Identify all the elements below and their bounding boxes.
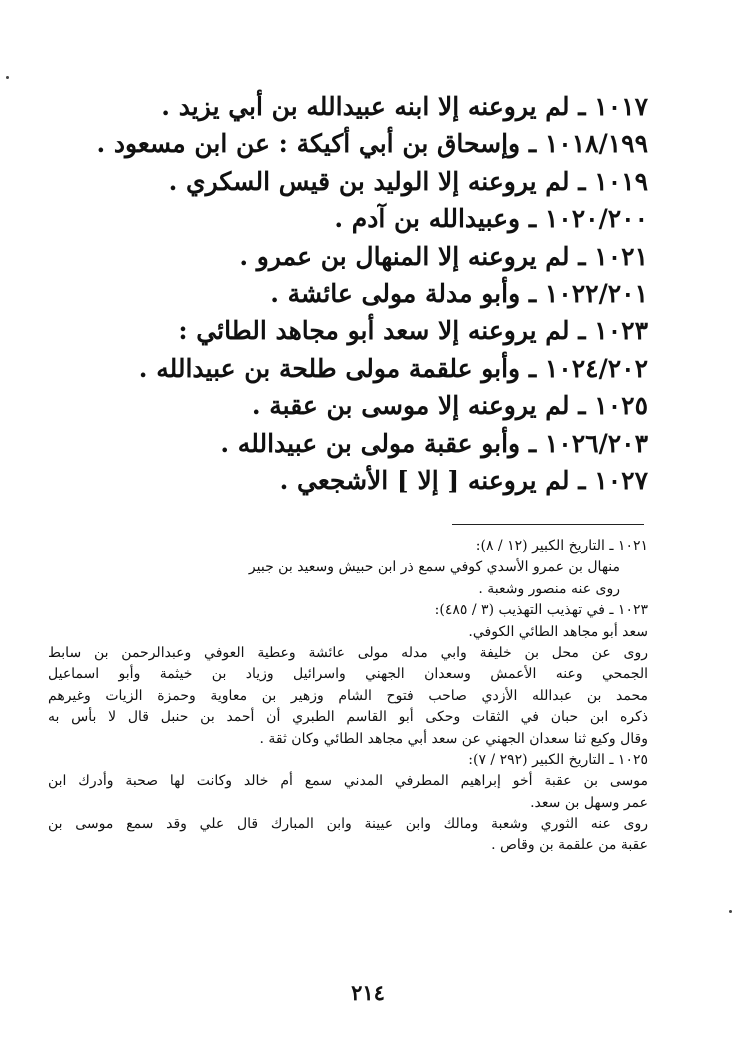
entry-line: ١٠٢٢/٢٠١ ـ وأبو مدلة مولى عائشة .: [270, 278, 648, 308]
footnote-separator: [452, 524, 644, 525]
footnote-heading: ١٠٢٥ ـ التاريخ الكبير (٢٩٢ / ٧):: [468, 751, 648, 768]
footnote-line: الجمحي وعنه الأعمش وسعدان الجهني واسرائيل وزياد بن خيثمة وأبو اسماعيل: [48, 666, 648, 683]
scan-speck: [6, 76, 9, 79]
footnote-line: موسى بن عقبة أخو إبراهيم المطرفي المدني سمع أم خالد وكانت لها صحبة وأدرك ابن: [48, 773, 648, 790]
main-entries: [88, 88, 648, 499]
entry-line: ١٠٢٠/٢٠٠ ـ وعبيدالله بن آدم .: [334, 204, 648, 234]
entry-line: ١٠٢٥ ـ لم يروعنه إلا موسى بن عقبة .: [251, 391, 648, 421]
footnote-line: روى عنه منصور وشعبة .: [478, 580, 620, 597]
footnote-line: محمد بن عبدالله الأزدي صاحب فتوح الشام وزهير بن معاوية وحمزة الزيات وغيرهم: [48, 687, 648, 704]
footnote-line: ذكره ابن حبان في الثقات وحكى أبو القاسم الطبري أن أحمد بن حنبل قال لا بأس به: [48, 709, 648, 726]
entry-line: ١٠١٧ ـ لم يروعنه إلا ابنه عبيدالله بن أبي يزيد .: [161, 92, 648, 121]
scan-speck: [729, 910, 732, 913]
footnote-line: سعد أبو مجاهد الطائي الكوفي.: [468, 623, 648, 640]
footnote-line: وقال وكيع ثنا سعدان الجهني عن سعد أبي مجاهد الطائي وكان ثقة .: [259, 730, 648, 747]
footnote-line: عقبة من علقمة بن وقاص .: [491, 837, 648, 854]
footnote-line: روى عنه الثوري وشعبة ومالك وابن عيينة وابن المبارك قال علي وقد سمع موسى بن: [48, 816, 648, 833]
page-number: ٢١٤: [351, 980, 385, 1005]
entry-line: ١٠٢١ ـ لم يروعنه إلا المنهال بن عمرو .: [239, 241, 648, 271]
entry-line: ١٠١٩ ـ لم يروعنه إلا الوليد بن قيس السكري .: [168, 166, 648, 196]
footnotes: [48, 536, 648, 857]
entry-line: ١٠٢٦/٢٠٣ ـ وأبو عقبة مولى بن عبيدالله .: [220, 428, 648, 458]
footnote-line: عمر وسهل بن سعد.: [530, 794, 648, 811]
footnote-heading: ١٠٢٣ ـ في تهذيب التهذيب (٣ / ٤٨٥):: [434, 602, 648, 619]
entry-line: ١٠٢٣ ـ لم يروعنه إلا سعد أبو مجاهد الطائي :: [178, 316, 648, 346]
footnote-line: روى عن محل بن خليفة وابي مدله مولى عائشة وعطية العوفي وعبدالرحمن بن سابط: [48, 644, 648, 661]
footnote-line: منهال بن عمرو الأسدي كوفي سمع ذر ابن حبيش وسعيد بن جبير: [248, 559, 620, 576]
entry-line: ١٠٢٧ ـ لم يروعنه [ إلا ] الأشجعي .: [279, 465, 648, 495]
entry-line: ١٠٢٤/٢٠٢ ـ وأبو علقمة مولى طلحة بن عبيدالله .: [138, 353, 648, 383]
entry-line: ١٠١٨/١٩٩ ـ وإسحاق بن أبي أكيكة : عن ابن مسعود .: [96, 129, 648, 159]
footnote-heading: ١٠٢١ ـ التاريخ الكبير (١٢ / ٨):: [475, 538, 648, 554]
